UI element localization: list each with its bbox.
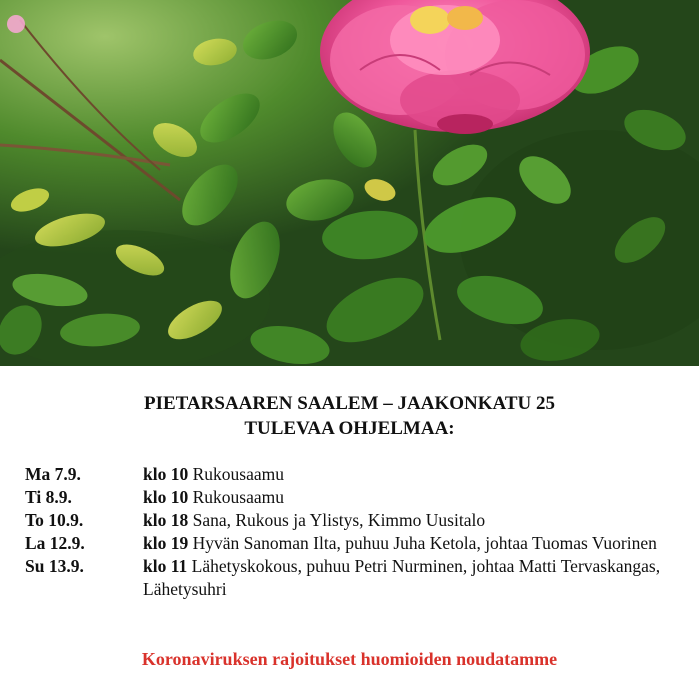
schedule-row <box>25 532 685 555</box>
schedule-day: Su 13.9. <box>25 556 84 576</box>
schedule-text: Lähetyskokous, puhuu Petri Nurminen, johtaa Matti Tervaskangas, Lähetysuhri <box>143 556 661 599</box>
schedule-text: Sana, Rukous ja Ylistys, Kimmo Uusitalo <box>188 510 486 530</box>
schedule-day: To 10.9. <box>25 510 84 530</box>
schedule-time: klo 18 <box>143 510 189 530</box>
schedule-description <box>143 486 685 509</box>
schedule-text: Rukousaamu <box>188 464 284 484</box>
schedule-day: La 12.9. <box>25 533 85 553</box>
schedule-row <box>25 486 685 509</box>
schedule-row <box>25 555 685 601</box>
schedule-time: klo 10 <box>143 487 189 507</box>
schedule-day: Ma 7.9. <box>25 464 81 484</box>
heading-line-2: TULEVAA OHJELMAA: <box>244 418 455 439</box>
schedule-time: klo 11 <box>143 556 188 576</box>
schedule-time: klo 10 <box>143 464 189 484</box>
schedule-text: Rukousaamu <box>188 487 284 507</box>
covid-notice: Koronaviruksen rajoitukset huomioiden noudatamme <box>141 649 558 669</box>
schedule-description <box>143 509 685 532</box>
schedule-description <box>143 555 685 601</box>
heading-line-1: PIETARSAAREN SAALEM – JAAKONKATU 25 <box>144 393 555 414</box>
schedule-list <box>25 463 685 601</box>
schedule-row <box>25 509 685 532</box>
schedule-day: Ti 8.9. <box>25 487 72 507</box>
schedule-description <box>143 463 685 486</box>
schedule-row <box>25 463 685 486</box>
schedule-description <box>143 532 685 555</box>
schedule-text: Hyvän Sanoman Ilta, puhuu Juha Ketola, johtaa Tuomas Vuorinen <box>188 533 657 553</box>
schedule-time: klo 19 <box>143 533 189 553</box>
